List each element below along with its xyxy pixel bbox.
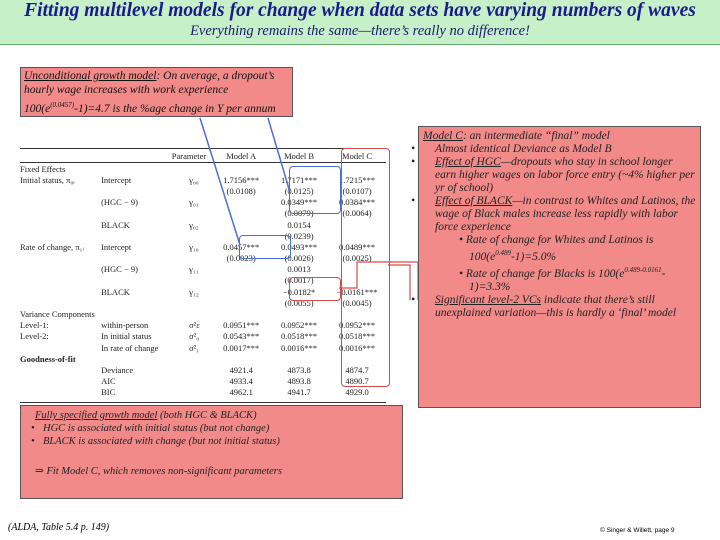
row-model-b: (0.0017): [284, 275, 314, 286]
row-model-b: 4893.8: [287, 376, 311, 387]
model-c-head: Model C: [423, 130, 463, 142]
unconditional-head: Unconditional growth model: [24, 70, 157, 82]
row-model-c: 4929.0: [345, 387, 369, 398]
row-model-a: 0.0457***: [223, 241, 260, 252]
row-label: Level-1:: [20, 320, 49, 331]
model-c-sub-2-a: Rate of change for Blacks is 100(e: [465, 267, 625, 280]
row-parameter: within-person: [101, 320, 149, 331]
model-c-bullet-1: Almost identical Deviance as Model B: [435, 143, 612, 155]
row-model-b: −0.0182*: [282, 286, 316, 297]
model-c-sub-2-b: -1)=3.3%: [469, 267, 666, 293]
row-symbol: γ₁₂: [189, 286, 199, 297]
fully-specified-head-rest: (both HGC & BLACK): [157, 410, 257, 421]
blue-connector: [200, 118, 240, 245]
row-model-b: 0.0493***: [281, 241, 318, 252]
row-model-c: (0.0045): [342, 297, 372, 308]
row-parameter: In initial status: [101, 331, 152, 342]
row-parameter: Deviance: [101, 364, 134, 375]
row-model-c: 0.0518***: [338, 331, 376, 342]
row-model-a: 4921.4: [229, 364, 253, 375]
row-symbol: σ²ε: [189, 320, 200, 331]
fully-specified-bullet-1: HGC is associated with initial status (but not change): [43, 423, 270, 434]
row-symbol: γ₀₁: [189, 197, 199, 208]
row-model-b: 0.0154: [287, 219, 311, 230]
row-label: Rate of change, π₁ᵢ: [20, 241, 84, 252]
row-label: Initial status, π₀ᵢ: [20, 174, 75, 185]
row-model-b: (0.0055): [284, 297, 314, 308]
row-model-c: 0.0384***: [338, 197, 376, 208]
unconditional-line1: : On average, a dropout’s: [156, 70, 275, 82]
row-symbol: σ²₀: [189, 331, 200, 342]
red-connector-b: [339, 262, 418, 300]
row-model-b: (0.0125): [284, 185, 314, 196]
row-parameter: Intercept: [101, 174, 132, 185]
row-model-c: (0.0107): [342, 185, 372, 196]
row-model-b: 1.7171***: [281, 174, 318, 185]
row-model-a: (0.0023): [226, 253, 256, 264]
model-c-bullet-4-head: Significant level-2 VCs: [435, 293, 542, 306]
header-model-c: Model C: [328, 149, 386, 163]
row-model-c: 1.7215***: [338, 174, 376, 185]
row-model-c: 4890.7: [345, 376, 369, 387]
model-c-sub-1-b: -1)=5.0%: [510, 250, 557, 263]
row-parameter: (HGC − 9): [101, 264, 138, 275]
unconditional-line2: hourly wage increases with work experience: [24, 83, 229, 96]
page-title: Fitting multilevel models for change when data sets have varying numbers of waves: [24, 0, 696, 21]
unconditional-formula-sup: (0.0457): [50, 101, 75, 109]
unconditional-formula-b: -1)=4.7 is the %age change in Y per annum: [74, 102, 276, 115]
row-symbol: σ²₁: [189, 342, 200, 353]
implies-arrow-icon: ⇒: [35, 466, 47, 477]
row-symbol: γ₀₂: [189, 219, 199, 230]
fully-specified-head: Fully specified growth model: [35, 410, 158, 421]
model-c-box: Model C: an intermediate “final” model • Almost identical Deviance as Model B • Effect of HGC—dropouts who stay in school longer earn higher wages on labor force entry (~4% higher per yr of school) • Effect of BLACK—in contrast to Whites and Latinos, the wage of Black males increase less rapidly with labor force experience • Rate of change for Whites and Latinos is $100(e^{0.489}-1)=5.0\%$ • Rate of change for Blacks is $100(e^{0.489-0.0161}-1)=3.3\%$ • Significant level-2 VCs indicate that there’s still unexplained variation—this is hardly a ‘final’ model: [418, 126, 701, 408]
row-label: Level-2:: [20, 331, 49, 342]
model-c-sub-2-sup: 0.489-0.0161: [624, 265, 662, 274]
header-parameter: Parameter: [101, 149, 212, 163]
row-model-c: (0.0064): [342, 208, 372, 219]
row-parameter: (HGC − 9): [101, 197, 138, 208]
row-parameter: AIC: [101, 376, 116, 387]
row-model-a: (0.0108): [226, 185, 256, 196]
fully-specified-fit: Fit Model C, which removes non-significant parameters: [46, 466, 282, 477]
variance-title: Variance Components: [20, 309, 95, 320]
row-model-c: (0.0025): [342, 253, 372, 264]
gof-title: Goodness-of-fit: [20, 353, 76, 364]
source-citation: (ALDA, Table 5.4 p. 149): [8, 522, 110, 533]
row-parameter: Intercept: [101, 241, 132, 252]
row-model-b: 0.0016***: [281, 342, 318, 353]
row-model-a: 1.7156***: [223, 174, 260, 185]
model-c-bullet-3: —in contrast to Whites and Latinos, the wage of Black males increase less rapidly with labor force experience: [435, 195, 696, 233]
row-parameter: BLACK: [101, 219, 130, 230]
row-model-c: 0.0016***: [338, 342, 376, 353]
row-symbol: γ₁₁: [189, 264, 199, 275]
row-model-b: (0.0079): [284, 208, 314, 219]
row-model-b: 4873.8: [287, 364, 311, 375]
header-model-b: Model B: [270, 149, 328, 163]
row-symbol: γ₁₀: [189, 241, 199, 252]
row-model-b: (0.0026): [284, 253, 314, 264]
red-connector-c: [388, 265, 410, 300]
model-c-bullet-3-head: Effect of BLACK: [435, 195, 513, 207]
header-model-a: Model A: [212, 149, 270, 163]
row-parameter: In rate of change: [101, 342, 159, 353]
row-model-a: 0.0951***: [223, 320, 260, 331]
row-model-b: 4941.7: [287, 387, 311, 398]
blue-connector-2: [268, 118, 289, 189]
row-model-c: 0.0489***: [338, 241, 376, 252]
row-model-b: 0.0952***: [281, 320, 318, 331]
model-c-sub-1-a: Rate of change for Whites and Latinos is 100(e: [465, 234, 654, 263]
model-c-sub-1-sup: 0.489: [495, 249, 511, 257]
row-parameter: BIC: [101, 387, 116, 398]
fully-specified-box: Fully specified growth model (both HGC & BLACK) • HGC is associated with initial status (but not change) • BLACK is associated with change (but not initial status) ⇒ Fit Model C, which removes non-significant parameters: [20, 405, 403, 499]
row-model-a: 4962.1: [229, 387, 253, 398]
model-c-bullet-2: —dropouts who stay in school longer earn higher wages on labor force entry (~4% higher per yr of school): [435, 156, 695, 194]
row-model-a: 0.0543***: [223, 331, 260, 342]
row-model-c: 0.0952***: [338, 320, 376, 331]
row-symbol: γ₀₀: [189, 174, 199, 185]
model-c-bullet-2-head: Effect of HGC: [435, 156, 501, 168]
row-model-b: 0.0013: [287, 264, 311, 275]
row-parameter: BLACK: [101, 286, 130, 297]
row-model-c: −0.0161***: [336, 286, 378, 297]
fixed-effects-title: Fixed Effects: [20, 163, 66, 174]
unconditional-formula-a: 100(e: [24, 102, 51, 115]
row-model-b: 0.0518***: [281, 331, 318, 342]
fully-specified-bullet-2: BLACK is associated with change (but not initial status): [43, 436, 280, 447]
model-c-head-rest: : an intermediate “final” model: [462, 130, 610, 142]
row-model-a: 0.0017***: [223, 342, 260, 353]
page-subtitle: Everything remains the same—there’s really no difference!: [190, 23, 530, 39]
row-model-b: (0.0239): [284, 230, 314, 241]
row-model-b: 0.0349***: [281, 197, 318, 208]
page-credit: © Singer & Willett, page 9: [600, 527, 675, 534]
model-c-bullet-4: indicate that there’s still unexplained variation—this is hardly a ‘final’ model: [435, 293, 677, 319]
row-model-c: 4874.7: [345, 364, 369, 375]
row-model-a: 4933.4: [229, 376, 253, 387]
